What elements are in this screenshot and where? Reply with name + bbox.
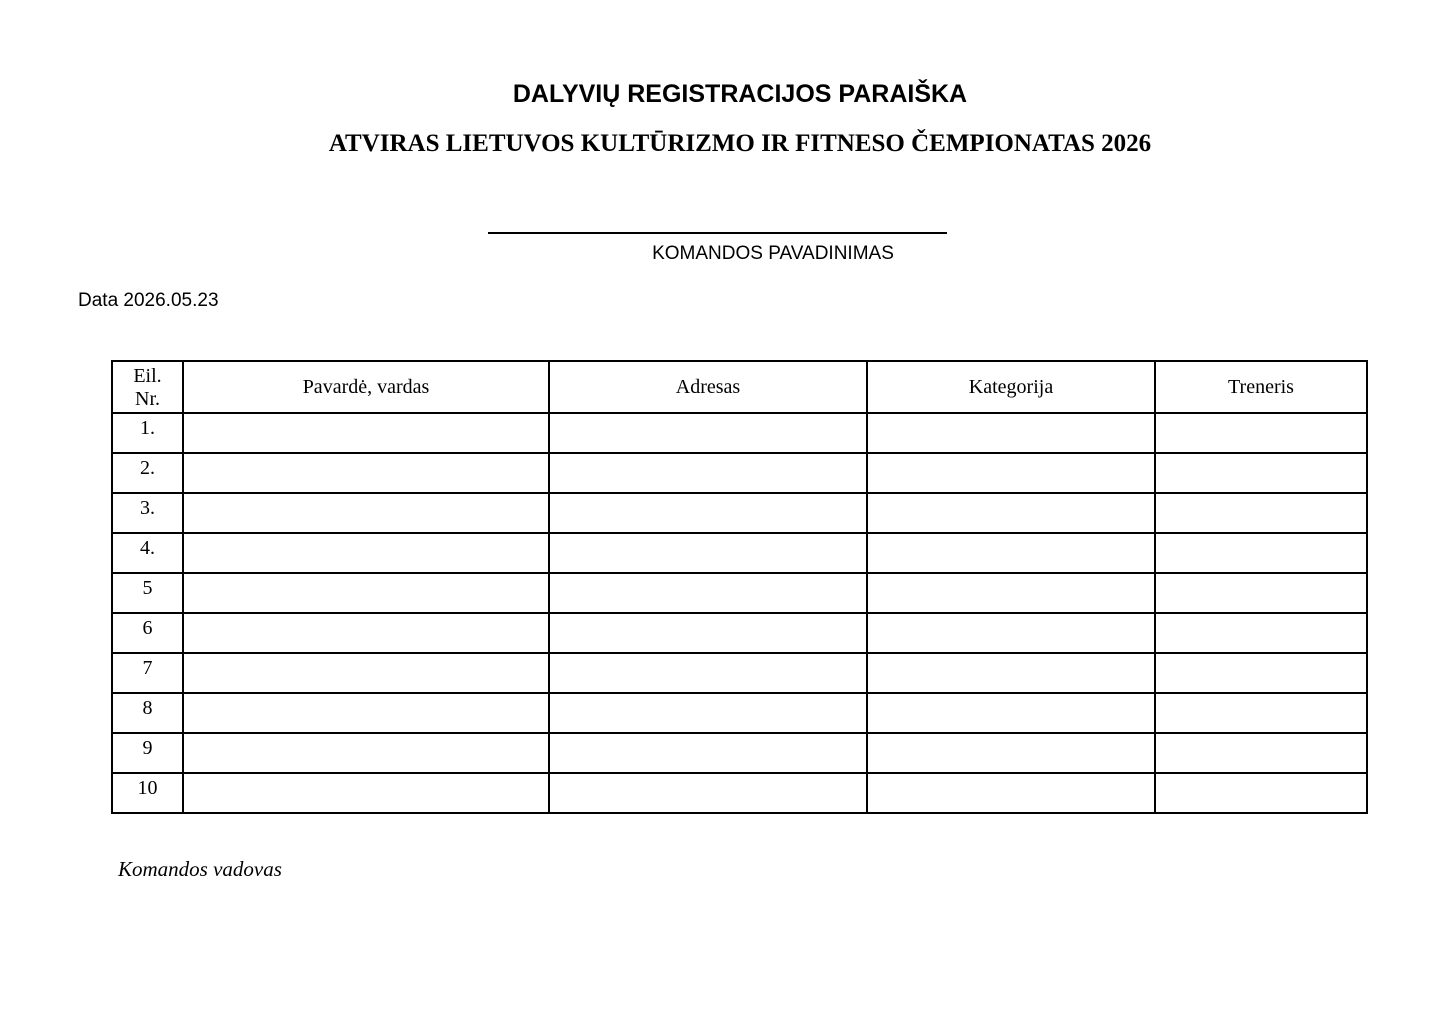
- row-number: 4.: [112, 533, 183, 573]
- header-coach: Treneris: [1155, 361, 1367, 413]
- header-name: Pavardė, vardas: [183, 361, 549, 413]
- team-leader-label: Komandos vadovas: [118, 857, 282, 881]
- row-number: 8: [112, 693, 183, 733]
- address-cell[interactable]: [549, 453, 867, 493]
- team-name-label: KOMANDOS PAVADINIMAS: [652, 243, 894, 264]
- header-number-line2: Nr.: [135, 387, 160, 410]
- address-cell[interactable]: [549, 533, 867, 573]
- address-cell[interactable]: [549, 613, 867, 653]
- coach-cell[interactable]: [1155, 493, 1367, 533]
- category-cell[interactable]: [867, 733, 1155, 773]
- row-number: 7: [112, 653, 183, 693]
- name-cell[interactable]: [183, 493, 549, 533]
- table-row: [112, 453, 1367, 493]
- coach-cell[interactable]: [1155, 733, 1367, 773]
- address-cell[interactable]: [549, 573, 867, 613]
- document-title: DALYVIŲ REGISTRACIJOS PARAIŠKA: [512, 80, 968, 108]
- championship-title: ATVIRAS LIETUVOS KULTŪRIZMO IR FITNESO ČEMPIONATAS 2026: [328, 130, 1152, 157]
- category-cell[interactable]: [867, 773, 1155, 813]
- table-row: [112, 613, 1367, 653]
- category-cell[interactable]: [867, 533, 1155, 573]
- category-cell[interactable]: [867, 693, 1155, 733]
- coach-cell[interactable]: [1155, 453, 1367, 493]
- header-category: Kategorija: [867, 361, 1155, 413]
- coach-cell[interactable]: [1155, 413, 1367, 453]
- table-row: [112, 573, 1367, 613]
- category-cell[interactable]: [867, 573, 1155, 613]
- row-number: 2.: [112, 453, 183, 493]
- address-cell[interactable]: [549, 493, 867, 533]
- table-row: [112, 693, 1367, 733]
- address-cell[interactable]: [549, 413, 867, 453]
- row-number: 6: [112, 613, 183, 653]
- name-cell[interactable]: [183, 773, 549, 813]
- table-header-row: [112, 361, 1367, 413]
- header-address: Adresas: [549, 361, 867, 413]
- table-row: [112, 773, 1367, 813]
- category-cell[interactable]: [867, 613, 1155, 653]
- table-row: [112, 533, 1367, 573]
- row-number: 1.: [112, 413, 183, 453]
- address-cell[interactable]: [549, 693, 867, 733]
- registration-table: [111, 360, 1368, 814]
- coach-cell[interactable]: [1155, 573, 1367, 613]
- coach-cell[interactable]: [1155, 693, 1367, 733]
- coach-cell[interactable]: [1155, 613, 1367, 653]
- name-cell[interactable]: [183, 613, 549, 653]
- name-cell[interactable]: [183, 573, 549, 613]
- category-cell[interactable]: [867, 453, 1155, 493]
- table-row: [112, 653, 1367, 693]
- name-cell[interactable]: [183, 693, 549, 733]
- header-number-line1: Eil.: [133, 364, 162, 387]
- category-cell[interactable]: [867, 413, 1155, 453]
- address-cell[interactable]: [549, 733, 867, 773]
- name-cell[interactable]: [183, 453, 549, 493]
- name-cell[interactable]: [183, 733, 549, 773]
- address-cell[interactable]: [549, 773, 867, 813]
- table-row: [112, 493, 1367, 533]
- name-cell[interactable]: [183, 653, 549, 693]
- table-body: [112, 413, 1367, 813]
- row-number: 3.: [112, 493, 183, 533]
- name-cell[interactable]: [183, 413, 549, 453]
- category-cell[interactable]: [867, 653, 1155, 693]
- row-number: 10: [112, 773, 183, 813]
- date-line: Data 2026.05.23: [78, 290, 219, 311]
- address-cell[interactable]: [549, 653, 867, 693]
- table-row: [112, 413, 1367, 453]
- coach-cell[interactable]: [1155, 533, 1367, 573]
- category-cell[interactable]: [867, 493, 1155, 533]
- header-number: [112, 361, 183, 413]
- table-row: [112, 733, 1367, 773]
- team-name-line: [488, 232, 947, 234]
- name-cell[interactable]: [183, 533, 549, 573]
- coach-cell[interactable]: [1155, 773, 1367, 813]
- row-number: 9: [112, 733, 183, 773]
- coach-cell[interactable]: [1155, 653, 1367, 693]
- row-number: 5: [112, 573, 183, 613]
